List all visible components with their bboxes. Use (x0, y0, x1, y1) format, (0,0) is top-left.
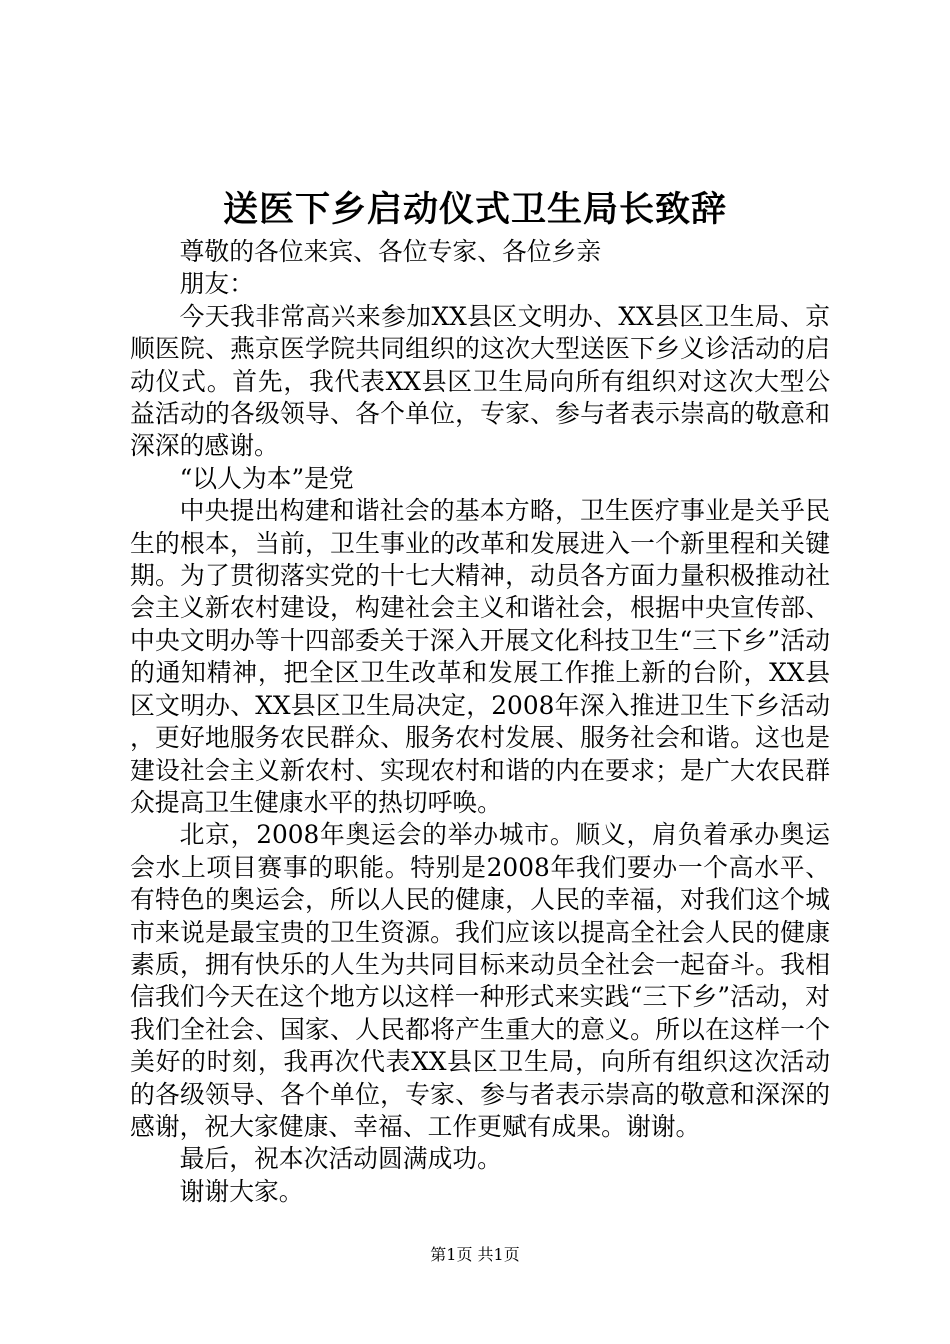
document-body (130, 236, 830, 1208)
paragraph-people-oriented: “以人为本”是党 (179, 463, 354, 493)
salutation-line-1: 尊敬的各位来宾、各位专家、各位乡亲 (179, 237, 602, 266)
paragraph-beijing: 北京，2008年奥运会的举办城市。顺义，肩负着承办奥运会水上项目赛事的职能。特别是2008年我们要办一个高水平、有特色的奥运会，所以人民的健康，人民的幸福，对我们这个城市来说是最宝贵的卫生资源。我们应该以提高全社会人民的健康素质，拥有快乐的人生为共同目标来动员全社会一起奋斗。我相信我们今天在这个地方以这样一种形式来实践“三下乡”活动，对我们全社会、国家、人民都将产生重大的意义。所以在这样一个美好的时刻，我再次代表XX县区卫生局，向所有组织这次活动的各级领导、各个单位，专家、参与者表示崇高的敬意和深深的感谢，祝大家健康、幸福、工作更赋有成果。谢谢。 (130, 820, 830, 1141)
paragraph-closing-wish: 最后，祝本次活动圆满成功。 (179, 1144, 502, 1174)
document-title: 送医下乡启动仪式卫生局长致辞 (222, 189, 727, 230)
page-number-footer: 第1页 共1页 (430, 1245, 520, 1264)
paragraph-opening: 今天我非常高兴来参加XX县区文明办、XX县区卫生局、京顺医院、燕京医学院共同组织的这次大型送医下乡义诊活动的启动仪式。首先，我代表XX县区卫生局向所有组织对这次大型公益活动的各级领导、各个单位，专家、参与者表示崇高的敬意和深深的感谢。 (130, 301, 830, 461)
salutation-line-2: 朋友： (179, 269, 254, 299)
paragraph-policy: 中央提出构建和谐社会的基本方略，卫生医疗事业是关乎民生的根本，当前，卫生事业的改革和发展进入一个新里程和关键期。为了贯彻落实党的十七大精神，动员各方面力量积极推动社会主义新农村建设，构建社会主义和谐社会，根据中央宣传部、中央文明办等十四部委关于深入开展文化科技卫生“三下乡”活动的通知精神，把全区卫生改革和发展工作推上新的台阶，XX县区文明办、XX县区卫生局决定，2008年深入推进卫生下乡活动，更好地服务农民群众、服务农村发展、服务社会和谐。这也是建设社会主义新农村、实现农村和谐的内在要求；是广大农民群众提高卫生健康水平的热切呼唤。 (130, 496, 830, 817)
paragraph-thanks: 谢谢大家。 (179, 1176, 304, 1206)
